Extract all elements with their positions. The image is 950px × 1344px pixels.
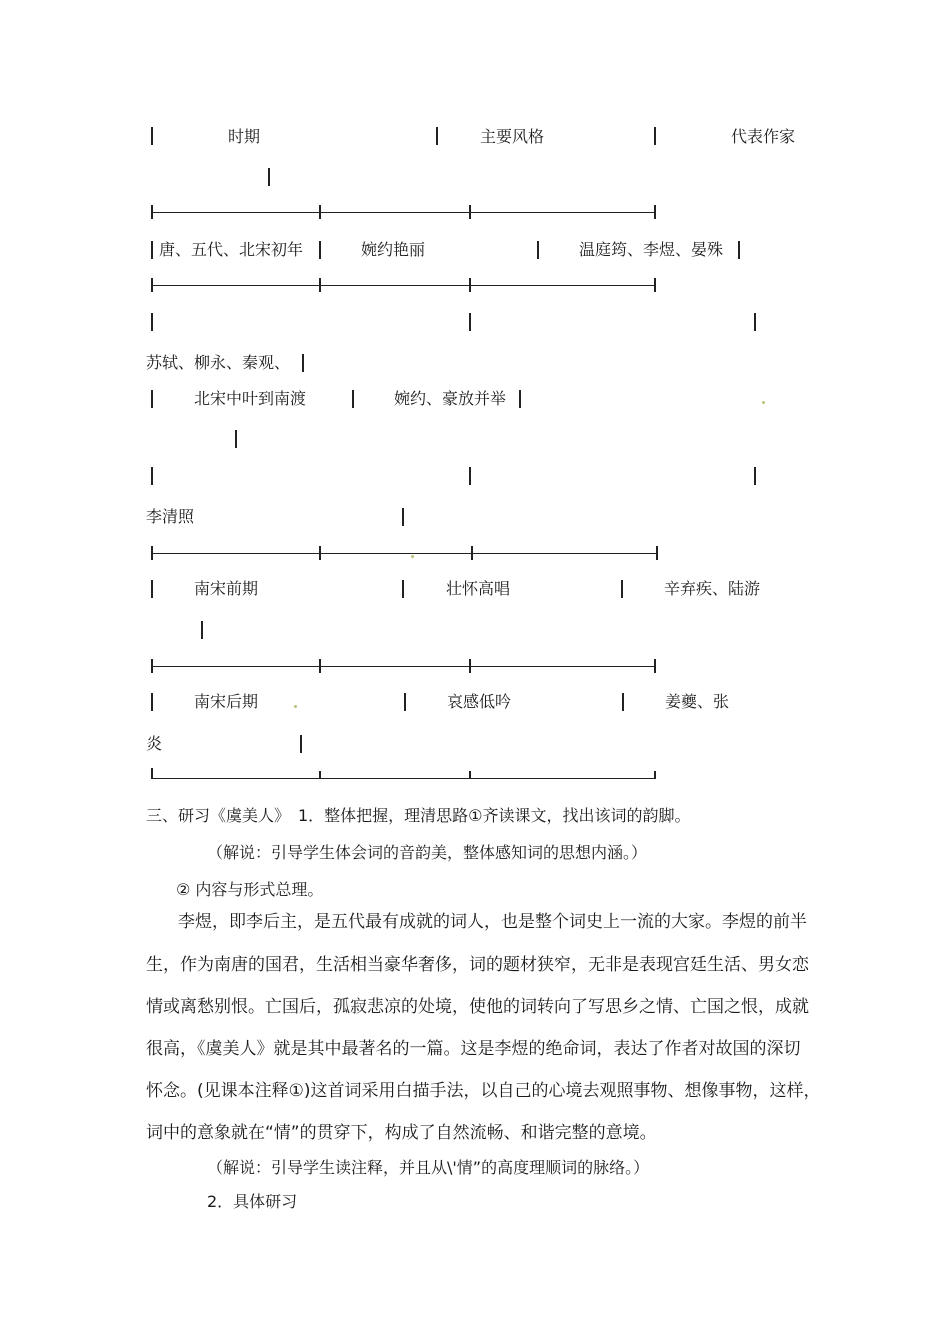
table-border [469, 313, 471, 331]
item-3: 2．具体研习 [207, 1192, 298, 1211]
row3-style: 壮怀高唱 [446, 579, 511, 598]
row4-authors-cont: 炎 [146, 734, 163, 753]
header-authors: 代表作家 [731, 127, 796, 146]
table-border [151, 693, 153, 711]
row4-authors: 姜夔、张 [665, 692, 730, 711]
table-rule [151, 666, 655, 667]
row3-authors: 辛弃疾、陆游 [664, 579, 761, 598]
table-tick [469, 205, 471, 219]
table-tick [471, 546, 473, 560]
table-border [738, 241, 740, 259]
table-border [402, 580, 404, 598]
table-border [300, 735, 302, 753]
row3-period: 南宋前期 [194, 579, 259, 598]
table-tick [151, 768, 153, 779]
table-border [754, 467, 756, 485]
table-border [537, 241, 539, 259]
row4-period: 南宋后期 [194, 692, 259, 711]
table-border [436, 127, 438, 145]
row1-period: 唐、五代、北宋初年 [159, 240, 304, 259]
paragraph-line: 词中的意象就在“情”的贯穿下，构成了自然流畅、和谐完整的意境。 [146, 1123, 657, 1143]
row1-style: 婉约艳丽 [361, 240, 426, 259]
table-tick [319, 771, 321, 779]
scan-speck [294, 705, 297, 708]
table-tick [319, 659, 321, 673]
table-border [151, 127, 153, 145]
row4-style: 哀感低吟 [447, 692, 512, 711]
table-border [235, 430, 237, 448]
table-border [151, 241, 153, 259]
table-tick [469, 659, 471, 673]
table-border [519, 390, 521, 408]
table-tick [654, 771, 656, 779]
table-tick [151, 546, 153, 560]
table-border [621, 580, 623, 598]
table-tick [151, 659, 153, 673]
row2-style: 婉约、豪放并举 [394, 389, 507, 408]
table-border [268, 168, 270, 186]
row2-period: 北宋中叶到南渡 [194, 389, 307, 408]
table-border [302, 354, 304, 372]
table-tick [319, 546, 321, 560]
paragraph-line: 生，作为南唐的国君，生活相当豪华奢侈，词的题材狭窄，无非是表现宫廷生活、男女恋 [146, 955, 809, 975]
table-border [151, 467, 153, 485]
table-rule [151, 553, 657, 554]
table-border [352, 390, 354, 408]
note-1: （解说：引导学生体会词的音韵美，整体感知词的思想内涵。） [207, 843, 648, 862]
table-border [754, 313, 756, 331]
table-border [622, 693, 624, 711]
table-border [319, 241, 321, 259]
paragraph-line: 李煜，即李后主，是五代最有成就的词人，也是整个词史上一流的大家。李煜的前半 [178, 912, 807, 932]
scan-speck [411, 555, 414, 558]
scan-speck [762, 401, 765, 404]
paragraph-line: 怀念。(见课本注释①)这首词采用白描手法，以自己的心境去观照事物、想像事物，这样， [146, 1081, 821, 1101]
table-rule [151, 778, 655, 779]
table-tick [469, 771, 471, 779]
table-border [201, 621, 203, 639]
table-border [404, 693, 406, 711]
table-border [151, 390, 153, 408]
paragraph-line: 很高，《虞美人》就是其中最著名的一篇。这是李煜的绝命词，表达了作者对故国的深切 [146, 1039, 801, 1059]
section-heading: 三、研习《虞美人》 1．整体把握，理清思路①齐读课文，找出该词的韵脚。 [146, 806, 691, 825]
table-tick [654, 659, 656, 673]
table-border [654, 127, 656, 145]
table-border [402, 508, 404, 526]
table-tick [319, 278, 321, 292]
table-tick [469, 278, 471, 292]
table-rule [151, 212, 655, 213]
table-rule [151, 285, 655, 286]
table-tick [151, 278, 153, 292]
header-style: 主要风格 [480, 127, 545, 146]
table-tick [319, 205, 321, 219]
row2-authors: 苏轼、柳永、秦观、 [146, 353, 291, 372]
table-tick [151, 205, 153, 219]
table-border [151, 580, 153, 598]
table-tick [656, 546, 658, 560]
row1-authors: 温庭筠、李煜、晏殊 [579, 240, 724, 259]
row2-authors-cont: 李清照 [146, 507, 195, 526]
header-period: 时期 [228, 127, 261, 146]
table-tick [654, 205, 656, 219]
table-border [469, 467, 471, 485]
note-2: （解说：引导学生读注释，并且从\'情”的高度理顺词的脉络。） [207, 1158, 650, 1177]
item-2: ② 内容与形式总理。 [176, 880, 324, 899]
table-tick [654, 278, 656, 292]
paragraph-line: 情或离愁别恨。亡国后，孤寂悲凉的处境，使他的词转向了写思乡之情、亡国之恨，成就 [146, 997, 809, 1017]
table-border [151, 313, 153, 331]
